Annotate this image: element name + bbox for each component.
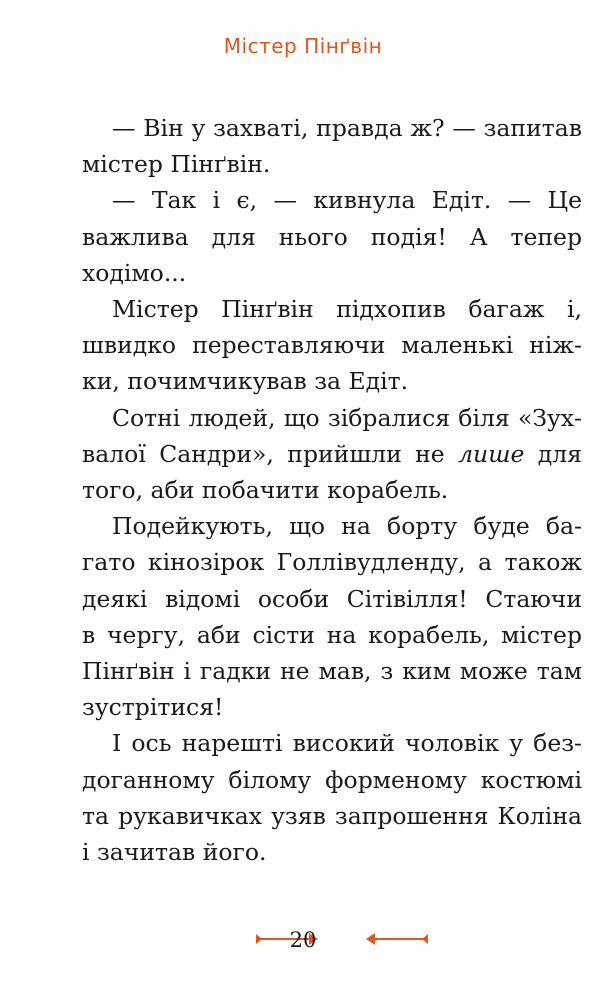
text-line: та рукавичках узяв запрошення Коліна (82, 801, 582, 830)
text-line: Сотні людей, що зібралися біля «Зух- (112, 403, 582, 432)
text-line: в чергу, аби сісти на корабель, містер (82, 620, 582, 649)
paragraph-2 (82, 182, 582, 291)
page-footer (0, 928, 606, 952)
text-segment: валої Сандри», прийшли не (82, 439, 459, 468)
text-line: гато кінозірок Голлівудленду, а також (82, 548, 582, 577)
text-line (82, 436, 582, 472)
text-line: — Він у захваті, правда ж? — запитав (112, 114, 582, 142)
text-line: доганному білому форменому костюмі (82, 765, 582, 794)
text-line: того, аби побачити корабель. (82, 476, 449, 505)
text-line: Подейкують, що на борту буде ба- (112, 512, 582, 541)
paragraph-6 (82, 725, 582, 870)
text-line: містер Пінґвін. (82, 150, 271, 179)
text-line: важлива для нього подія! А тепер (82, 222, 582, 251)
text-line: Пінґвін і гадки не мав, з ким може там (82, 657, 582, 686)
paragraph-5 (82, 508, 582, 725)
arrow-left-icon (368, 938, 426, 940)
paragraph-3 (82, 291, 582, 400)
text-line: ки, почимчикував за Едіт. (82, 367, 409, 396)
text-line: зустрітися! (82, 693, 224, 722)
paragraph-1 (82, 110, 582, 182)
italic-word: лише (458, 439, 525, 468)
text-line: деякі відомі особи Сітівілля! Стаючи (82, 584, 582, 613)
text-line: І ось нарешті високий чоловік у без- (112, 729, 582, 758)
body-text (82, 110, 582, 870)
text-line: Містер Пінґвін підхопив багаж і, (112, 295, 582, 324)
page-number: 20 (289, 928, 317, 952)
running-head: Містер Пінґвін (223, 34, 383, 58)
paragraph-4 (82, 400, 582, 509)
text-line: швидко переставляючи маленькі ніж- (82, 331, 582, 360)
text-segment: для (524, 439, 582, 468)
text-line: ходімо... (82, 258, 187, 287)
text-line: і зачитав його. (82, 838, 267, 867)
text-line: — Так і є, — кивнула Едіт. — Це (112, 186, 582, 215)
